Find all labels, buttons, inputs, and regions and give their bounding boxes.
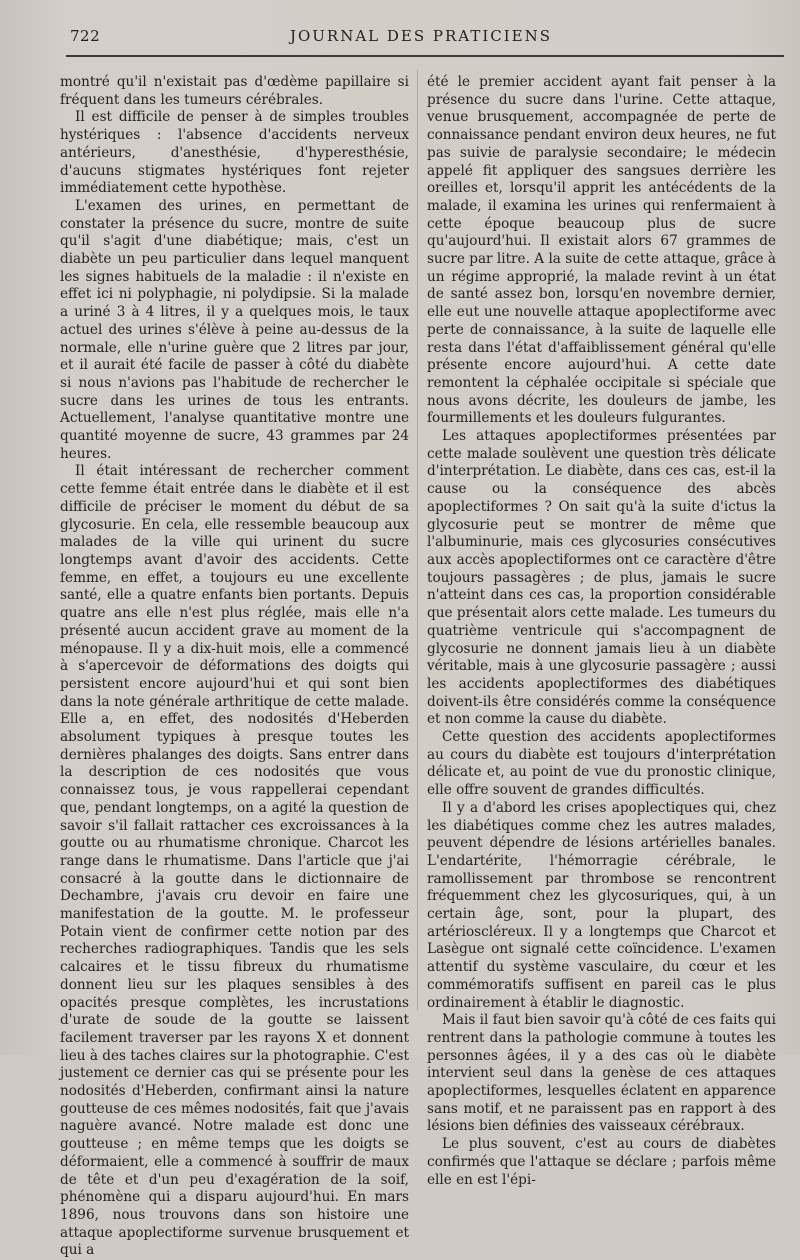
paragraph: Les attaques apoplectiformes présentées par cette malade soulèvent une question très délicate d'interprétation. Le diabète, dans ces cas, est-il la cause ou la conséquence des abcès apoplectiformes ? On sait qu'à la suite d'ictus la glycosurie peut se montrer de même que l'albuminurie, mais ces glycosuries consécutives aux accès apoplectiformes ont ce caractère d'être toujours passagères ; de plus, jamais le sucre n'atteint dans ces cas, la proportion considérable que présentait alors cette malade. Les tumeurs du quatrième ventricule qui s'accompagnent de glycosurie ne donnent jamais lieu à un diabète véritable, mais à une glycosurie passagère ; aussi les accidents apoplectiformes des diabétiques doivent-ils être considérés comme la conséquence et non comme la cause du diabète. (427, 428, 776, 728)
left-column (60, 74, 409, 1260)
header-rule (66, 55, 784, 57)
page-header (58, 22, 784, 52)
paragraph: Le plus souvent, c'est au cours de diabètes confirmés que l'attaque se déclare ; parfois même elle en est l'épi- (427, 1136, 776, 1188)
page-number: 722 (70, 27, 101, 45)
paragraph: Il est difficile de penser à de simples troubles hystériques : l'absence d'accidents nerveux antérieurs, d'anesthésie, d'hyperesthésie, d'aucuns stigmates hystériques font rejeter immédiatement cette hypothèse. (60, 109, 409, 197)
column-divider (417, 70, 418, 1010)
paragraph: Il y a d'abord les crises apoplectiques qui, chez les diabétiques comme chez les autres malades, peuvent dépendre de lésions artérielles banales. L'endartérite, l'hémorragie cérébrale, le ramollissement par thrombose se rencontrent fréquemment chez les glycosuriques, qui, à un certain âge, sont, pour la plupart, des artérioscléreux. Il y a longtemps que Charcot et Lasègue ont signalé cette coïncidence. L'examen attentif du système vasculaire, du cœur et les commémoratifs suffisent en pareil cas le plus ordinairement à établir le diagnostic. (427, 799, 776, 1011)
paragraph: été le premier accident ayant fait penser à la présence du sucre dans l'urine. Cette attaque, venue brusquement, accompagnée de perte de connaissance pendant environ deux heures, ne fut pas suivie de paralysie secondaire; le médecin appelé fit appliquer des sangsues derrière les oreilles et, lorsqu'il apprit les antécédents de la malade, il examina les urines qui renfermaient à cette époque beaucoup plus de sucre qu'aujourd'hui. Il existait alors 67 grammes de sucre par litre. A la suite de cette attaque, grâce à un régime approprié, la malade revint à un état de santé assez bon, lorsqu'en novembre dernier, elle eut une nouvelle attaque apoplectiforme avec perte de connaissance, à la suite de laquelle elle resta dans l'état d'affaiblissement général qu'elle présente encore aujourd'hui. A cette date remontent la céphalée occipitale si spéciale que nous avons décrite, les douleurs de jambe, les fourmillements et les douleurs fulgurantes. (427, 74, 776, 427)
paragraph: Il était intéressant de rechercher comment cette femme était entrée dans le diabète et il est difficile de préciser le moment du début de sa glycosurie. En cela, elle ressemble beaucoup aux malades de la ville qui urinent du sucre longtemps avant d'avoir des accidents. Cette femme, en effet, a toujours eu une excellente santé, elle a quatre enfants bien portants. Depuis quatre ans elle n'est plus réglée, mais elle n'a présenté aucun accident grave au moment de la ménopause. Il y a dix-huit mois, elle a commencé à s'apercevoir de déformations des doigts qui persistent encore aujourd'hui et qui sont bien dans la note générale arthritique de cette malade. Elle a, en effet, des nodosités d'Heberden absolument typiques à presque toutes les dernières phalanges des doigts. Sans entrer dans la description de ces nodosités que vous connaissez tous, je vous rappellerai cependant que, pendant longtemps, on a agité la question de savoir s'il fallait rattacher ces excroissances à la goutte ou au rhumatisme chronique. Charcot les range dans le rhumatisme. Dans l'article que j'ai consacré à la goutte dans le dictionnaire de Dechambre, j'avais cru devoir en faire une manifestation de la goutte. M. le professeur Potain vient de confirmer cette notion par des recherches radiographiques. Tandis que les sels calcaires et le tissu fibreux du rhumatisme donnent lieu sur les plaques sensibles à des opacités presque complètes, les incrustations d'urate de soude de la goutte se laissent facilement traverser par les rayons X et donnent lieu à des taches claires sur la photographie. C'est justement ce dernier cas qui se présente pour les nodosités d'Heberden, confirmant ainsi la nature goutteuse de ces mêmes nodosités, fait que j'avais naguère avancé. Notre malade est donc une goutteuse ; en même temps que les doigts se déformaient, elle a commencé à souffrir de maux de tête et d'un peu d'exagération de la soif, phénomène qui a disparu aujourd'hui. En mars 1896, nous trouvons dans son histoire une attaque apoplectiforme survenue brusquement et qui a (60, 463, 409, 1259)
paragraph: Mais il faut bien savoir qu'à côté de ces faits qui rentrent dans la pathologie commune à toutes les personnes âgées, il y a des cas où le diabète intervient seul dans la genèse de ces attaques apoplectiformes, lesquelles éclatent en apparence sans motif, et ne paraissent pas en rapport à des lésions bien définies des vaisseaux cérébraux. (427, 1012, 776, 1135)
paragraph: L'examen des urines, en permettant de constater la présence du sucre, montre de suite qu'il s'agit d'une diabétique; mais, c'est un diabète un peu particulier dans lequel manquent les signes habituels de la maladie : il n'existe en effet ici ni polyphagie, ni polydipsie. Si la malade a uriné 3 à 4 litres, il y a quelques mois, le taux actuel des urines s'élève à peine au-dessus de la normale, elle n'urine guère que 2 litres par jour, et il aurait été facile de passer à côté du diabète si nous n'avions pas l'habitude de rechercher le sucre dans les urines de tous les entrants. Actuellement, l'analyse quantitative montre une quantité moyenne de sucre, 43 grammes par 24 heures. (60, 197, 409, 462)
journal-title: JOURNAL DES PRATICIENS (289, 27, 553, 45)
paragraph: montré qu'il n'existait pas d'œdème papillaire si fréquent dans les tumeurs cérébrales. (60, 74, 409, 108)
paragraph: Cette question des accidents apoplectiformes au cours du diabète est toujours d'interprétation délicate et, au point de vue du pronostic clinique, elle offre souvent de grandes difficultés. (427, 729, 776, 799)
right-column (427, 74, 776, 1189)
